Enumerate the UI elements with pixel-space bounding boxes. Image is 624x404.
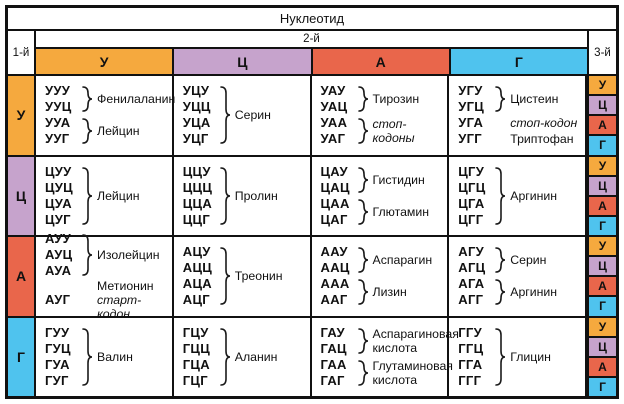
brace-icon [82,118,93,144]
genetic-code-table [5,5,619,399]
codon-list [321,164,358,196]
codon-list [321,196,358,228]
brace-icon [495,247,506,273]
brace-column [358,199,371,225]
codon: АУУ [45,231,71,247]
codon: АГЦ [458,260,486,276]
codon-list [321,244,358,276]
codon-group [45,325,170,389]
codon: УАГ [320,131,346,147]
codon-group [458,164,583,228]
codon: ЦЦЦ [182,179,213,195]
brace-icon [358,279,369,305]
codon-list [45,115,82,147]
third-position-cell-У: У [589,318,616,338]
amino-acid-name-block [233,269,308,283]
codon: АГА [458,276,485,292]
codon-cell-3-1 [174,318,312,397]
brace-icon [358,118,369,144]
codon-list [321,325,358,357]
codon: УУА [45,115,71,131]
codon: ЦУГ [45,211,71,227]
codon: УГА [458,115,484,131]
brace-icon [495,279,506,305]
codon: ГАУ [320,324,345,340]
codon: ЦУЦ [45,179,73,195]
brace-column [220,247,233,305]
codon: АЦЦ [182,260,213,276]
table-title: Нуклеотид [279,11,345,26]
codon-list [183,83,220,147]
amino-acid-name: Лейцин [97,124,140,139]
codon-group [458,244,583,276]
codon-cell-0-1 [174,76,312,155]
codon-cell-2-1 [174,237,312,316]
codon-cell-0-3 [449,76,587,155]
second-position-area [36,31,587,74]
codon: ГГЦ [458,340,484,356]
amino-acid-name-block [233,108,308,122]
brace-icon [82,234,93,276]
column-header-1: Ц [174,49,312,74]
brace-column [358,167,371,193]
codon: ЦАГ [320,211,348,227]
codon: ГАГ [320,372,345,388]
amino-acid-name-block [95,124,170,138]
brace-icon [495,86,506,112]
codon-group [183,164,308,228]
codon: АЦГ [182,292,210,308]
amino-acid-name-block [95,350,170,364]
amino-acid-name-block [371,285,446,299]
amino-acid-name-block [371,358,453,387]
codon-group [321,83,446,115]
codon: АЦА [182,276,212,292]
amino-acid-name-block [371,205,446,219]
codon-list [45,231,82,279]
amino-acid-name-block [233,189,308,203]
codon-list [458,276,495,308]
codon: ААГ [320,292,348,308]
codon-list [45,83,82,115]
brace-icon [82,86,93,112]
third-position-band-2 [587,237,616,316]
amino-acid-name-block [508,92,583,106]
codon: УЦА [182,115,211,131]
codon-group [321,164,446,196]
codon-group [320,324,459,357]
brace-column [220,167,233,225]
amino-acid-name: Серин [510,253,547,268]
brace-column [82,328,95,386]
brace-column [495,279,508,305]
brace-column [358,247,371,273]
brace-column [220,328,233,386]
amino-acid-name-block [371,173,446,187]
second-position-label: 2-й [36,31,587,49]
codon-cell-0-0 [36,76,174,155]
amino-acid-name-block [371,326,459,355]
amino-acid-name: Пролин [234,188,278,203]
brace-column [358,279,371,305]
column-header-0: У [36,49,174,74]
third-position-cell-Г: Г [589,297,616,315]
codon: ЦЦА [182,195,213,211]
codon-cell-0-2 [312,76,450,155]
codon: УУЦ [45,99,72,115]
codon: ГАА [320,356,347,372]
amino-acid-name: Изолейцин [97,248,160,263]
amino-acid-name-block [95,279,170,321]
brace-column [358,86,371,112]
amino-acid-name-block [95,92,176,107]
codon-cell-2-2 [312,237,450,316]
third-position-cell-Г: Г [589,378,616,396]
codon: ЦЦГ [182,211,211,227]
third-position-cell-У: У [589,157,616,177]
codon-cell-3-3 [449,318,587,397]
codon-list [458,83,495,115]
amino-acid-name: Глутаминовая кислота [372,358,453,387]
brace-column [495,167,508,225]
amino-acid-name: Треонин [234,269,283,284]
brace-column [82,234,95,276]
brace-column [495,247,508,273]
codon: ГГУ [458,324,482,340]
third-position-cell-А: А [589,277,616,297]
row-band-3: Г [8,318,36,397]
brace-icon [220,328,231,386]
amino-acid-name: Аспарагин [372,253,433,268]
amino-acid-name: стоп-кодоны [372,117,415,146]
codon-list [458,325,495,389]
codon: ГУЦ [45,340,71,356]
amino-acid-subname: старт-кодон [97,293,142,322]
third-position-cell-А: А [589,197,616,217]
amino-acid-name-block [233,350,308,364]
codon: ЦГУ [458,163,485,179]
codon: УАУ [320,83,346,99]
brace-column [495,328,508,386]
codon-group [183,83,308,147]
third-position-cell-А: А [589,358,616,378]
codon: ГГА [458,356,483,372]
brace-icon [358,167,369,193]
brace-icon [358,199,369,225]
codon: УЦУ [182,83,210,99]
codon-group [321,196,446,228]
codon-list [458,164,495,228]
codon: УУУ [45,83,71,99]
brace-column [358,328,371,354]
codon-group [321,244,446,276]
codon-list [321,115,358,147]
brace-column [495,86,508,112]
third-position-cell-Ц: Ц [589,177,616,197]
amino-acid-name: Тирозин [372,92,420,107]
amino-acid-name: Серин [234,108,271,123]
brace-icon [358,328,369,354]
row-band-0: У [8,76,36,155]
codon: ГУА [45,356,70,372]
amino-acid-name-block [508,189,583,203]
codon: АУЦ [45,247,73,263]
amino-acid-name-block [371,117,446,145]
row-band-2: А [8,237,36,316]
amino-acid-name-block [508,253,583,267]
column-headers [36,49,587,74]
third-position-cell-У: У [589,237,616,257]
codon: АГГ [458,292,484,308]
codon: ГЦА [182,356,210,372]
codon-group [321,276,446,308]
codon: ЦГА [458,195,485,211]
codon: УЦЦ [182,99,211,115]
brace-icon [358,360,369,386]
amino-acid-name-block [508,350,583,364]
brace-icon [495,167,506,225]
codon-group [45,231,170,279]
third-position-band-3 [587,318,616,397]
amino-acid-name: Глицин [510,349,551,364]
amino-acid-name: Лейцин [97,188,140,203]
amino-acid-name: Валин [97,349,133,364]
brace-icon [82,328,93,386]
third-position-cell-А: А [589,116,616,136]
codon: УАЦ [320,99,348,115]
codon-group [320,356,453,389]
codon-list [458,244,495,276]
codon-group [45,279,170,321]
codon-group [458,83,583,115]
amino-acid-name: Триптофан [510,132,574,147]
row-band-1: Ц [8,157,36,236]
codon-cell-2-0 [36,231,174,322]
brace-icon [358,86,369,112]
third-position-cell-Ц: Ц [589,96,616,116]
codon: УАА [320,115,348,131]
amino-acid-name: Гистидин [372,172,425,187]
brace-column [82,86,95,112]
codon: УЦГ [182,131,209,147]
codon-cell-1-3 [449,157,587,236]
amino-acid-name-block [95,189,170,203]
table-body [8,76,616,396]
amino-acid-name: Аргинин [510,188,558,203]
brace-icon [358,247,369,273]
codon: АУГ [45,292,71,308]
table-row-3 [8,318,616,397]
codon-group [321,115,446,147]
codon: ГУУ [45,324,70,340]
codon-list [45,164,82,228]
codon: ЦУА [45,195,72,211]
amino-acid-name-block [508,285,583,299]
third-position-band-0 [587,76,616,155]
table-title-row [8,8,616,31]
amino-acid-name: Аргинин [510,285,558,300]
column-header-3: Г [451,49,587,74]
third-position-cell-Ц: Ц [589,338,616,358]
codon: АЦУ [182,244,211,260]
table-row-2 [8,231,616,322]
brace-column [220,86,233,144]
table-row-1 [8,157,616,238]
first-position-label: 1-й [8,31,36,74]
third-position-cell-У: У [589,76,616,96]
codon: УГГ [458,131,482,147]
brace-icon [82,167,93,225]
codon-cell-3-2 [312,318,459,397]
amino-acid-name-block [95,248,170,262]
amino-acid-name-block [371,253,446,267]
codon-group [183,244,308,308]
codon-group [45,115,170,147]
third-position-cell-Ц: Ц [589,257,616,277]
codon: ЦУУ [45,163,72,179]
codon-list [183,325,220,389]
third-position-cell-Г: Г [589,136,616,154]
codon-cell-1-0 [36,157,174,236]
codon: ААУ [320,244,348,260]
amino-acid-name-block [371,92,446,106]
codon-list [183,244,220,308]
codon-cell-1-2 [312,157,450,236]
amino-acid-name: Аланин [234,349,278,364]
amino-acid-name-block [508,132,583,146]
codon: УГУ [458,83,483,99]
brace-icon [220,86,231,144]
codon: ГЦУ [182,324,209,340]
amino-acid-name: Фенилаланин [97,92,176,107]
brace-column [82,167,95,225]
codon: ГЦГ [182,372,208,388]
codon-group [458,325,583,389]
codon: ГУГ [45,372,69,388]
brace-icon [220,247,231,305]
codon: УГЦ [458,99,485,115]
amino-acid-name: Лизин [372,285,407,300]
third-position-cell-Г: Г [589,217,616,235]
table-row-0 [8,76,616,157]
codon-group [183,325,308,389]
amino-acid-name: Цистеин [510,92,559,107]
third-position-band-1 [587,157,616,236]
amino-acid-name: Метионин [97,279,154,294]
codon-cell-3-0 [36,318,174,397]
codon: ААА [320,276,350,292]
codon: ГЦЦ [182,340,211,356]
codon-group [45,83,176,115]
codon: ЦАЦ [320,179,350,195]
codon: АУА [45,263,72,279]
codon-group [458,276,583,308]
codon: ЦАА [320,195,350,211]
brace-column [82,118,95,144]
amino-acid-name: Аспарагиновая кислота [372,326,459,355]
header-second-row [8,31,616,76]
codon-group [458,131,583,147]
codon: ГАЦ [320,340,347,356]
codon: ГГГ [458,372,482,388]
brace-column [358,360,371,386]
brace-icon [495,328,506,386]
codon-list [183,164,220,228]
codon: ЦГГ [458,211,484,227]
codon: АГУ [458,244,484,260]
column-header-2: А [313,49,451,74]
amino-acid-name: Глютамин [372,204,430,219]
amino-acid-name-block [508,116,583,130]
codon: ЦЦУ [182,163,211,179]
codon-list [458,115,495,131]
codon: ЦАУ [320,163,348,179]
codon-list [321,83,358,115]
brace-column [358,118,371,144]
codon: ААЦ [320,260,350,276]
codon-list [45,325,82,389]
codon-list [45,292,82,308]
codon: ЦГЦ [458,179,486,195]
codon-group [45,164,170,228]
codon: УУГ [45,131,70,147]
codon-group [458,115,583,131]
codon-cell-2-3 [449,237,587,316]
codon-list [321,276,358,308]
brace-icon [220,167,231,225]
codon-list [458,131,495,147]
codon-list [321,357,358,389]
third-position-label: 3-й [587,31,616,74]
codon-cell-1-1 [174,157,312,236]
amino-acid-name: стоп-кодон [510,116,578,131]
